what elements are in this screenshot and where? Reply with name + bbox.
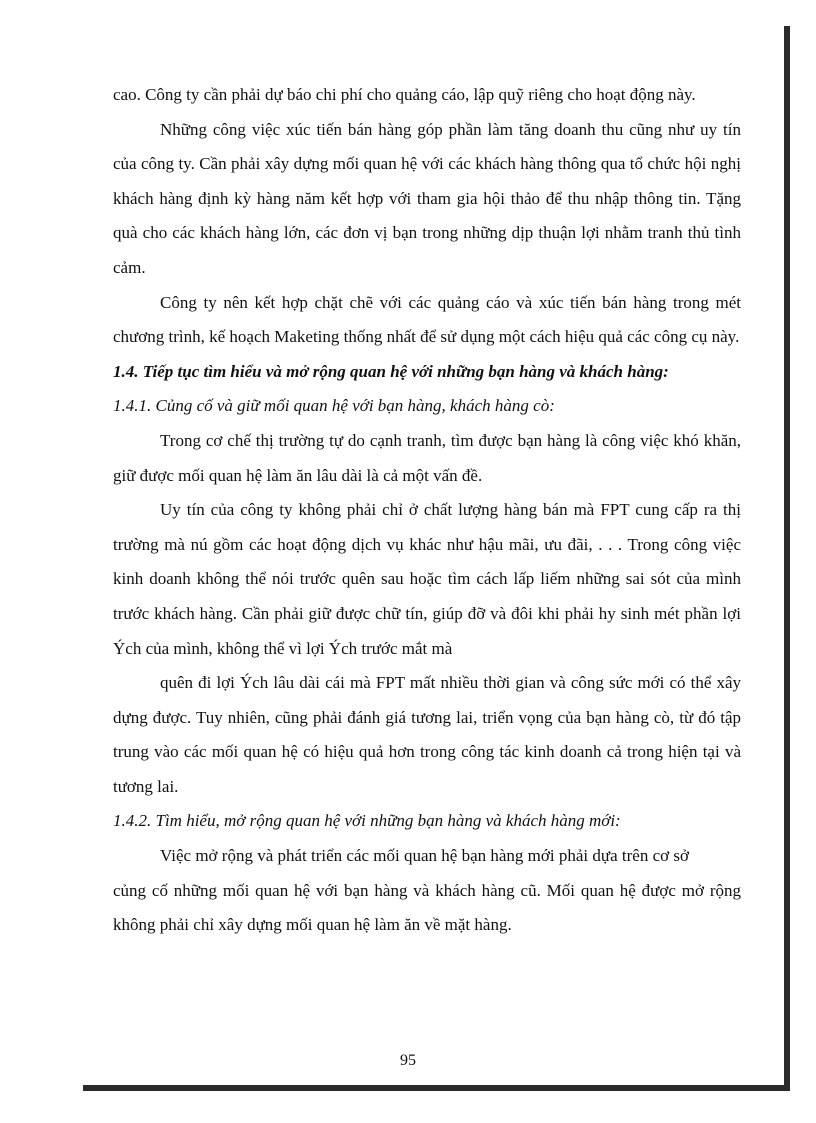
paragraph-3: Công ty nên kết hợp chặt chẽ với các quảng cáo và xúc tiến bán hàng trong mét chương trình, kế hoạch Maketing thống nhất để sử dụng một cách hiệu quả các công cụ này. — [113, 292, 741, 347]
paragraph-2: Những công việc xúc tiến bán hàng góp phần làm tăng doanh thu cũng như uy tín của công ty. Cần phải xây dựng mối quan hệ với các khách hàng thông qua tổ chức hội nghị khách hàng định kỳ hàng năm kết hợp với tham gia hội thảo để thu nhập thông tin. Tặng quà cho các khách hàng lớn, các đơn vị bạn trong những dịp thuận lợi nhằm tranh thủ tình cảm. — [113, 119, 741, 277]
paragraph-7: Việc mở rộng và phát triển các mối quan hệ bạn hàng mới phải dựa trên cơ sở — [160, 846, 689, 866]
section-heading-1-4: 1.4. Tiếp tục tìm hiểu và mở rộng quan hệ với những bạn hàng và khách hàng: — [113, 361, 669, 381]
paragraph-4: Trong cơ chế thị trường tự do cạnh tranh, tìm được bạn hàng là công việc khó khăn, giữ được mối quan hệ làm ăn lâu dài là cả một vấn đề. — [113, 430, 741, 485]
subsection-heading-1-4-1: 1.4.1. Củng cố và giữ mối quan hệ với bạn hàng, khách hàng cò: — [113, 396, 555, 416]
paragraph-6: quên đi lợi Ých lâu dài cái mà FPT mất nhiều thời gian và công sức mới có thể xây dựng được. Tuy nhiên, cũng phải đánh giá tương lai, triển vọng của bạn hàng cò, từ đó tập trung vào các mối quan hệ có hiệu quả hơn trong công tác kinh doanh cả trong hiện tại và tương lai. — [113, 673, 741, 796]
subsection-heading-1-4-2: 1.4.2. Tìm hiểu, mở rộng quan hệ với những bạn hàng và khách hàng mới: — [113, 811, 621, 831]
page-number: 95 — [400, 1052, 416, 1069]
paragraph-5: Uy tín của công ty không phải chỉ ở chất lượng hàng bán mà FPT cung cấp ra thị trường mà nú gồm các hoạt động dịch vụ khác như hậu mãi, ưu đãi, . . . Trong công việc kinh doanh không thể nói trước quên sau hoặc tìm cách lấp liếm những sai sót của mình trước khách hàng. Cần phải giữ được chữ tín, giúp đỡ và đôi khi phải hy sinh mét phần lợi Ých của mình, không thể vì lợi Ých trước mắt mà — [113, 500, 741, 658]
paragraph-1: cao. Công ty cần phải dự báo chi phí cho quảng cáo, lập quỹ riêng cho hoạt động này. — [113, 85, 696, 104]
paragraph-8: củng cố những mối quan hệ với bạn hàng và khách hàng cũ. Mối quan hệ được mở rộng không phải chỉ xây dựng mối quan hệ làm ăn về mặt hàng. — [113, 880, 741, 935]
document-body — [113, 78, 741, 943]
